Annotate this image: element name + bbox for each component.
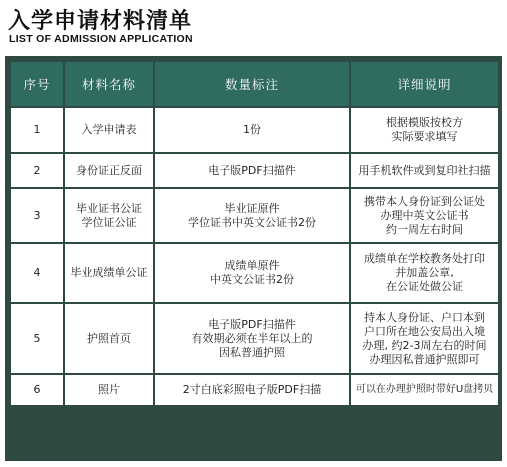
cell-no: 3 [10, 188, 64, 243]
cell-no: 5 [10, 303, 64, 374]
cell-quantity: 1份 [154, 107, 350, 153]
page-title: 入学申请材料清单 [8, 9, 193, 34]
header-no: 序号 [10, 61, 64, 107]
cell-material-name: 身份证正反面 [64, 153, 154, 188]
page-subtitle: LIST OF ADMISSION APPLICATION [9, 33, 193, 45]
cell-material-name: 毕业成绩单公证 [64, 243, 154, 303]
table-row [10, 243, 499, 303]
cell-material-name: 毕业证书公证 学位证公证 [64, 188, 154, 243]
cell-detail: 用手机软件或到复印社扫描 [350, 153, 499, 188]
table-row [10, 303, 499, 374]
cell-material-name: 入学申请表 [64, 107, 154, 153]
header-detail: 详细说明 [350, 61, 499, 107]
cell-quantity: 电子版PDF扫描件 [154, 153, 350, 188]
table-row [10, 153, 499, 188]
cell-quantity: 毕业证原件 学位证书中英文公证书2份 [154, 188, 350, 243]
cell-no: 6 [10, 374, 64, 406]
cell-quantity: 成绩单原件 中英文公证书2份 [154, 243, 350, 303]
table-header-row [10, 61, 499, 107]
table-row [10, 188, 499, 243]
cell-quantity: 电子版PDF扫描件 有效期必须在半年以上的 因私普通护照 [154, 303, 350, 374]
cell-no: 4 [10, 243, 64, 303]
cell-quantity: 2寸白底彩照电子版PDF扫描 [154, 374, 350, 406]
cell-detail: 持本人身份证、户口本到 户口所在地公安局出入境 办理, 约2-3周左右的时间 办理因私普通护照即可 [350, 303, 499, 374]
cell-no: 2 [10, 153, 64, 188]
cell-detail: 携带本人身份证到公证处 办理中英文公证书 约一周左右时间 [350, 188, 499, 243]
table-row [10, 107, 499, 153]
admission-materials-table [9, 60, 500, 407]
cell-detail: 成绩单在学校教务处打印 并加盖公章, 在公证处做公证 [350, 243, 499, 303]
cell-no: 1 [10, 107, 64, 153]
cell-detail: 根据模版按校方 实际要求填写 [350, 107, 499, 153]
header-material-name: 材料名称 [64, 61, 154, 107]
header-quantity: 数量标注 [154, 61, 350, 107]
cell-material-name: 照片 [64, 374, 154, 406]
table-row [10, 374, 499, 406]
cell-detail: 可以在办理护照时带好U盘拷贝 [350, 374, 499, 406]
cell-material-name: 护照首页 [64, 303, 154, 374]
